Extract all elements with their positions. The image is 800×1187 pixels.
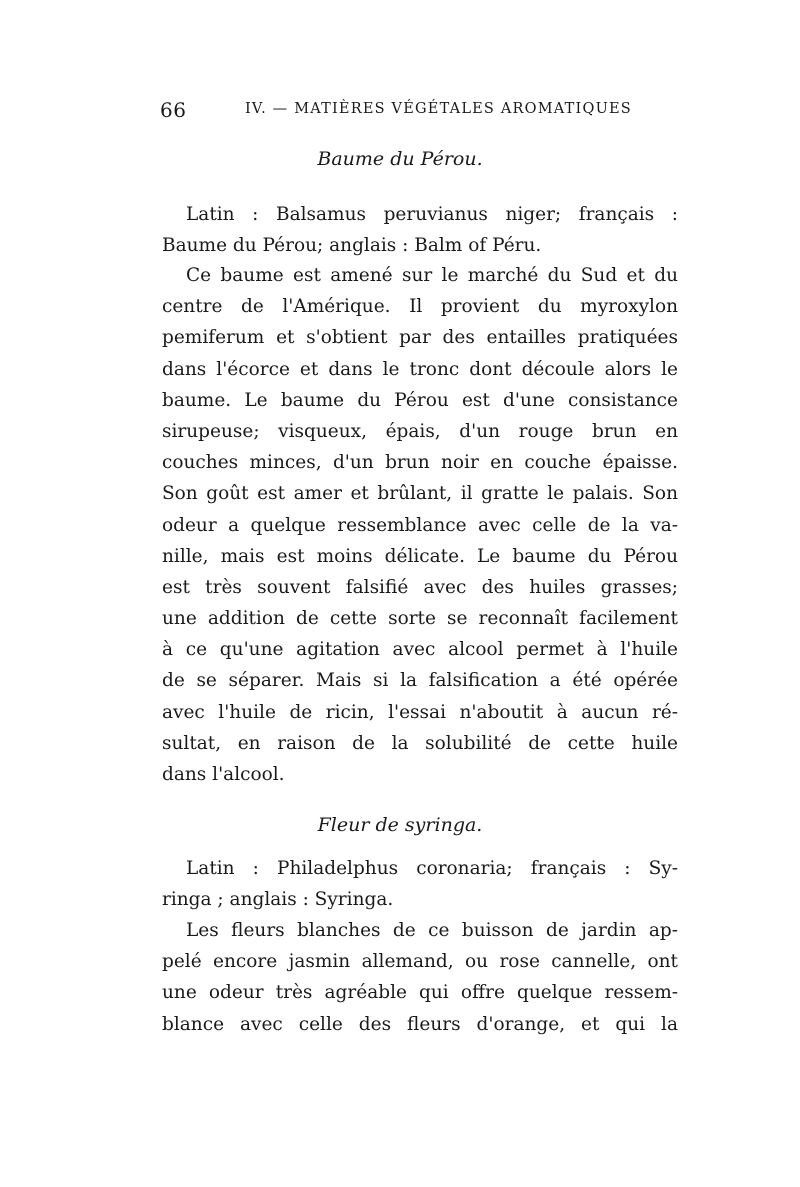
text-line: ringa ; anglais : Syringa. xyxy=(162,889,394,911)
text-line: pelé encore jasmin allemand, ou rose cannelle, ont xyxy=(162,951,678,973)
text-line: Baume du Pérou; anglais : Balm of Péru. xyxy=(162,235,542,257)
text-line: une addition de cette sorte se reconnaît facilement xyxy=(162,608,678,630)
paragraph-names-baume xyxy=(162,199,678,261)
text-line: dans l'alcool. xyxy=(162,764,285,785)
paragraph-names-syringa xyxy=(162,853,678,915)
text-line: Les fleurs blanches de ce buisson de jardin ap- xyxy=(186,920,678,941)
text-line: avec l'huile de ricin, l'essai n'aboutit à aucun ré- xyxy=(162,701,678,723)
running-title: IV. — MATIÈRES VÉGÉTALES AROMATIQUES xyxy=(245,101,632,117)
text-line: Son goût est amer et brûlant, il gratte le palais. Son xyxy=(162,483,678,505)
section-title-fleur-de-syringa: Fleur de syringa. xyxy=(317,814,483,836)
section-title-baume-du-perou: Baume du Pérou. xyxy=(317,148,483,170)
text-line: Latin : Philadelphus coronaria; français : Sy- xyxy=(186,858,678,879)
text-line: de se séparer. Mais si la falsification a été opérée xyxy=(162,670,678,692)
text-line: baume. Le baume du Pérou est d'une consistance xyxy=(162,389,678,411)
text-line: dans l'écorce et dans le tronc dont découle alors le xyxy=(162,358,678,380)
running-head xyxy=(160,98,680,124)
text-line: couches minces, d'un brun noir en couche épaisse. xyxy=(162,452,678,474)
text-line: odeur a quelque ressemblance avec celle de la va- xyxy=(162,514,678,536)
text-line: Ce baume est amené sur le marché du Sud et du xyxy=(186,265,678,286)
paragraph-description-baume xyxy=(162,260,678,790)
paragraph-description-syringa xyxy=(162,915,678,1040)
text-line: sultat, en raison de la solubilité de cette huile xyxy=(162,732,678,754)
text-line: nille, mais est moins délicate. Le baume du Pérou xyxy=(162,545,678,567)
text-line: à ce qu'une agitation avec alcool permet à l'huile xyxy=(162,639,678,661)
text-line: blance avec celle des fleurs d'orange, et qui la xyxy=(162,1013,678,1035)
page-number: 66 xyxy=(160,98,187,122)
text-line: une odeur très agréable qui offre quelque ressem- xyxy=(162,982,678,1004)
text-line: est très souvent falsifié avec des huiles grasses; xyxy=(162,576,678,598)
text-line: Latin : Balsamus peruvianus niger; français : xyxy=(186,204,678,225)
text-line: sirupeuse; visqueux, épais, d'un rouge brun en xyxy=(162,420,678,442)
text-line: pemiferum et s'obtient par des entailles pratiquées xyxy=(162,327,678,349)
text-line: centre de l'Amérique. Il provient du myroxylon xyxy=(162,296,678,318)
